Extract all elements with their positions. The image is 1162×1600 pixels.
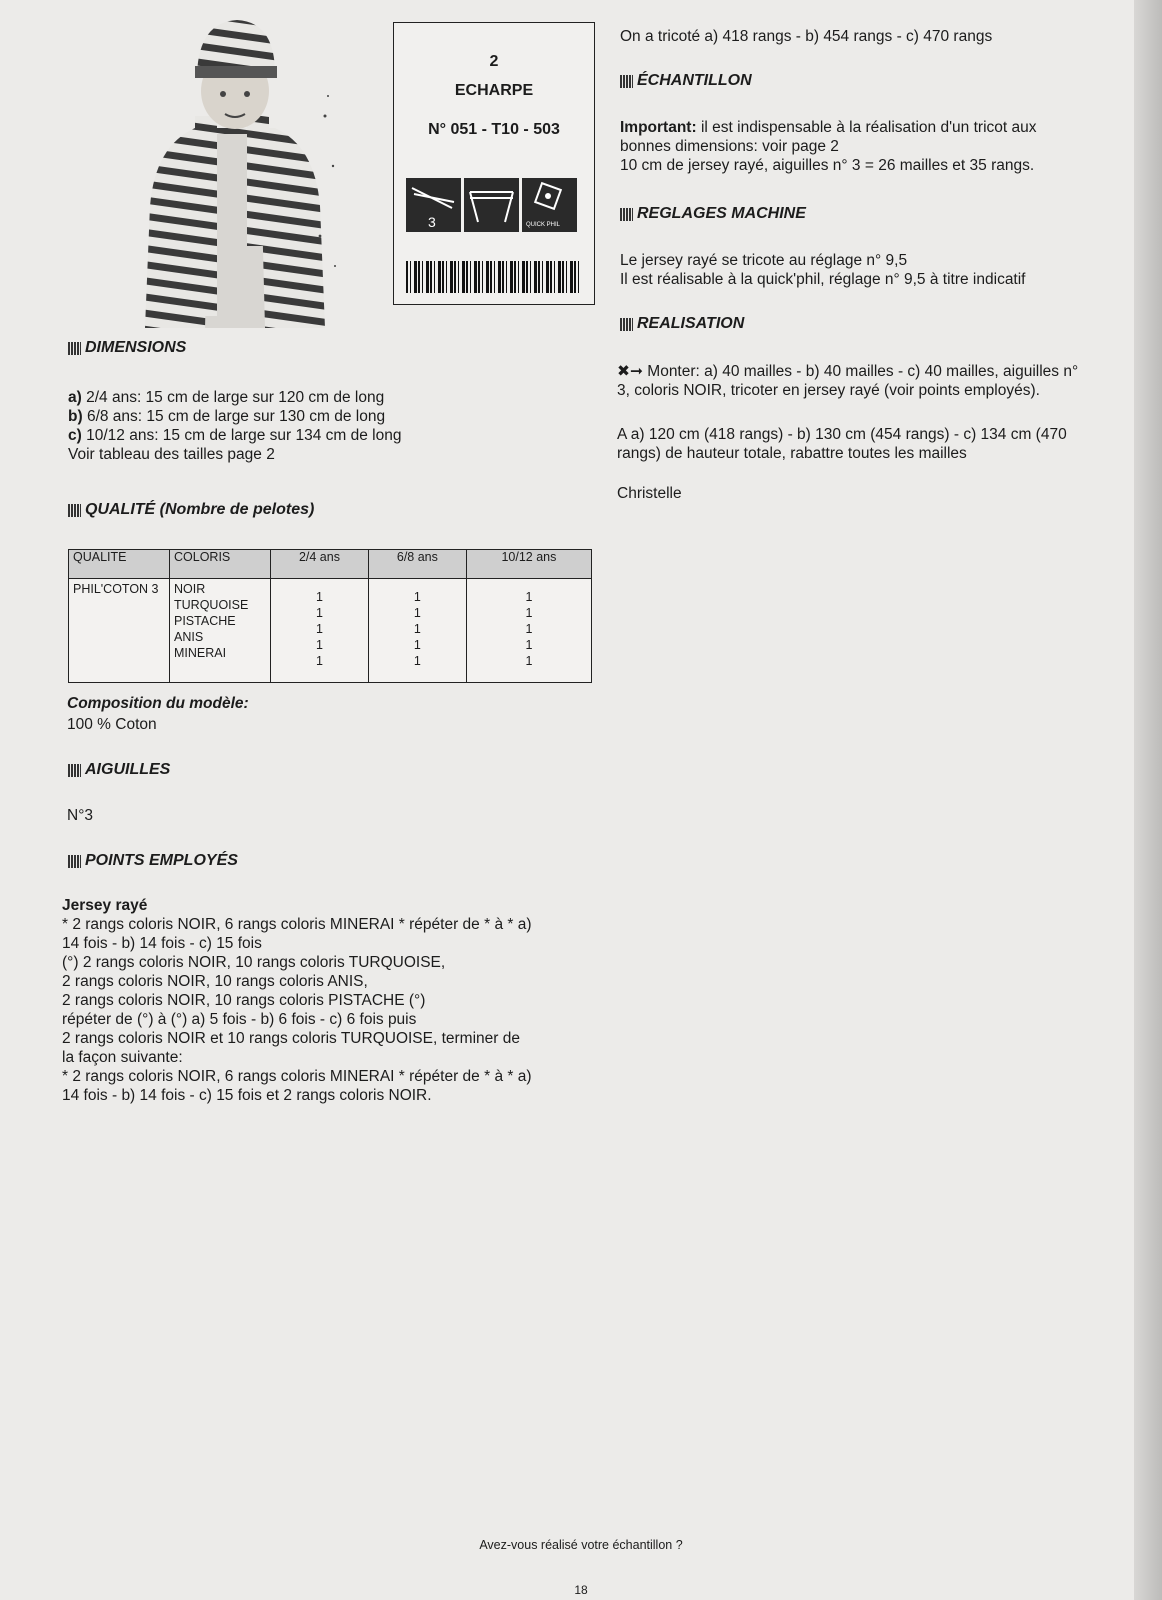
table-header: 2/4 ans [271, 550, 369, 579]
quality-name: PHIL'COTON 3 [69, 579, 170, 683]
dimensions-heading: DIMENSIONS [68, 339, 186, 357]
author-signature: Christelle [617, 485, 682, 502]
dimensions-list [68, 388, 401, 464]
pattern-number: 2 [489, 53, 499, 70]
dimension-line: Voir tableau des tailles page 2 [68, 446, 275, 463]
dimension-line: a) 2/4 ans: 15 cm de large sur 120 cm de long [68, 389, 385, 406]
quality-table [68, 549, 592, 683]
quickphil-label: QUICK PHIL [526, 222, 561, 228]
machine-settings-heading: REGLAGES MACHINE [620, 205, 806, 223]
pattern-name: ECHARPE [454, 82, 534, 99]
dimension-line: c) 10/12 ans: 15 cm de large sur 134 cm de long [68, 427, 402, 444]
instruction-line: répéter de (°) à (°) a) 5 fois - b) 6 fois - c) 6 fois puis [62, 1011, 417, 1028]
composition-heading: Composition du modèle: [67, 695, 249, 712]
section-bullet-icon [68, 855, 81, 868]
section-bullet-icon [68, 342, 81, 355]
instructions-heading: REALISATION [620, 315, 744, 333]
section-bullet-icon [68, 504, 81, 517]
instruction-line: 2 rangs coloris NOIR et 10 rangs coloris TURQUOISE, terminer de [62, 1030, 520, 1047]
table-row [69, 579, 592, 683]
machine-icon [464, 178, 519, 232]
gauge-heading: ÉCHANTILLON [620, 72, 752, 90]
dimension-line: b) 6/8 ans: 15 cm de large sur 130 cm de long [68, 408, 386, 425]
section-bullet-icon [620, 75, 633, 88]
table-header: 10/12 ans [466, 550, 591, 579]
pattern-reference: N° 051 - T10 - 503 [428, 121, 560, 138]
stitches-heading: POINTS EMPLOYÉS [68, 852, 238, 870]
instruction-line: * 2 rangs coloris NOIR, 6 rangs coloris MINERAI * répéter de * à * a) [62, 916, 532, 933]
table-header: 6/8 ans [368, 550, 466, 579]
needle-size-label: 3 [428, 214, 436, 230]
table-header: QUALITE [69, 550, 170, 579]
page-edge [1134, 0, 1162, 1600]
color-list: NOIR TURQUOISE PISTACHE ANIS MINERAI [170, 579, 271, 683]
needles-heading: AIGUILLES [68, 761, 170, 779]
stitch-instructions [62, 915, 532, 1105]
quality-heading: QUALITÉ (Nombre de pelotes) [68, 501, 314, 519]
gauge-text: Important: il est indispensable à la réalisation d'un tricot aux bonnes dimensions: voir page 2 10 cm de jersey rayé, aiguilles n° 3 = 26 mailles et 35 rangs. [620, 119, 1037, 174]
instruction-line: la façon suivante: [62, 1049, 183, 1066]
footer-note: Avez-vous réalisé votre échantillon ? [479, 1538, 683, 1552]
count-10-12: 1 1 1 1 1 [466, 579, 591, 683]
instruction-line: 2 rangs coloris NOIR, 10 rangs coloris ANIS, [62, 973, 368, 990]
count-6-8: 1 1 1 1 1 [368, 579, 466, 683]
quickphil-icon [522, 178, 577, 232]
page-number: 18 [574, 1583, 588, 1597]
barcode-icon [406, 261, 582, 293]
needles-icon [406, 178, 461, 232]
section-bullet-icon [620, 208, 633, 221]
section-bullet-icon [620, 318, 633, 331]
count-2-4: 1 1 1 1 1 [271, 579, 369, 683]
instructions-text: ✖➞ Monter: a) 40 mailles - b) 40 mailles - c) 40 mailles, aiguilles n° 3, coloris NOIR, tricoter en jersey rayé (voir points employés). [617, 363, 1079, 399]
stitch-name: Jersey rayé [62, 897, 148, 914]
instruction-line: * 2 rangs coloris NOIR, 6 rangs coloris MINERAI * répéter de * à * a) [62, 1068, 532, 1085]
instruction-line: 14 fois - b) 14 fois - c) 15 fois [62, 935, 262, 952]
instruction-line: 14 fois - b) 14 fois - c) 15 fois et 2 rangs coloris NOIR. [62, 1087, 432, 1104]
instruction-line: (°) 2 rangs coloris NOIR, 10 rangs coloris TURQUOISE, [62, 954, 446, 971]
rows-knitted: On a tricoté a) 418 rangs - b) 454 rangs - c) 470 rangs [620, 28, 993, 45]
table-header-row [69, 550, 592, 579]
table-header: COLORIS [170, 550, 271, 579]
instruction-line: 2 rangs coloris NOIR, 10 rangs coloris PISTACHE (°) [62, 992, 426, 1009]
section-bullet-icon [68, 764, 81, 777]
symbol-row [406, 178, 577, 232]
pattern-card [393, 22, 595, 305]
needles-value: N°3 [67, 807, 94, 824]
height-text: A a) 120 cm (418 rangs) - b) 130 cm (454 rangs) - c) 134 cm (470 rangs) de hauteur totale, rabattre toutes les mailles [617, 426, 1067, 462]
child-photo [125, 16, 340, 328]
machine-settings-text: Le jersey rayé se tricote au réglage n° 9,5 Il est réalisable à la quick'phil, réglage n° 9,5 à titre indicatif [620, 252, 1026, 288]
composition-value: 100 % Coton [67, 716, 157, 733]
